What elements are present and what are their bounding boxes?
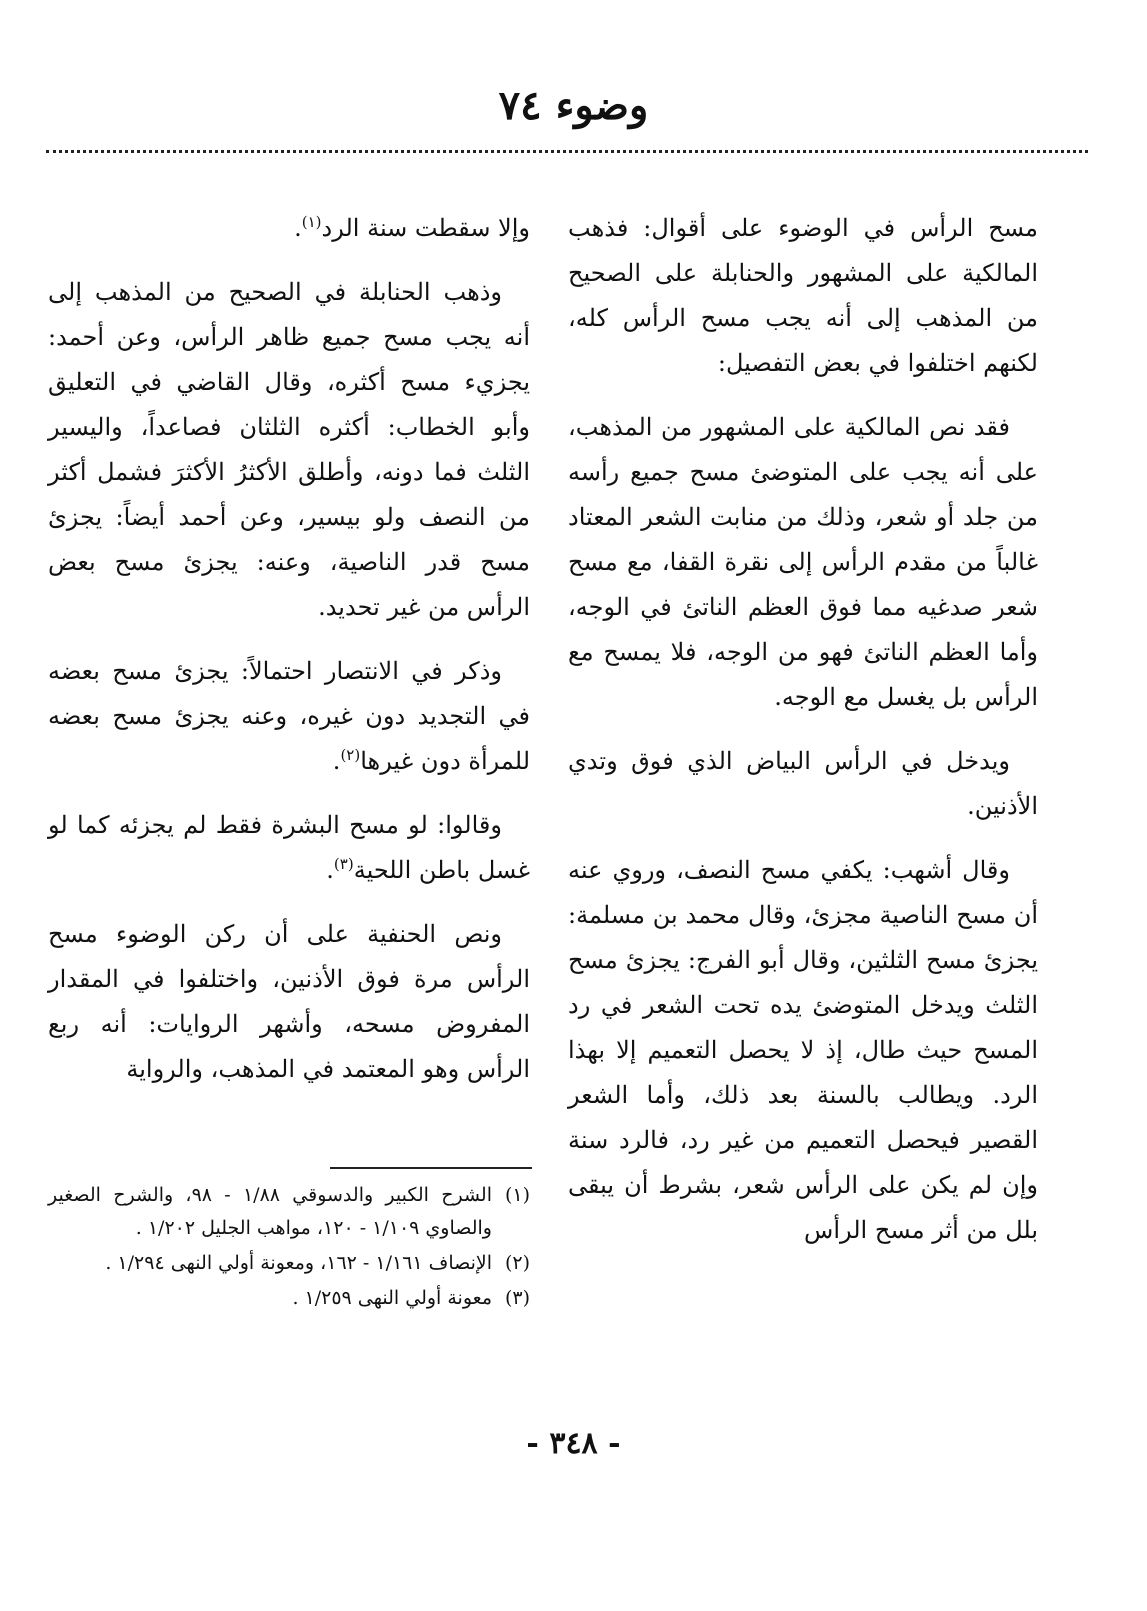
- footnote-text: معونة أولي النهى ١/٢٥٩ .: [292, 1287, 492, 1309]
- paragraph: وإلا سقطت سنة الرد$^{(١)}$.: [294, 213, 530, 242]
- footnote-ref: (٢): [340, 746, 361, 764]
- paragraph: وذهب الحنابلة في الصحيح من المذهب إلى أنه يجب مسح جميع ظاهر الرأس، وعن أحمد: يجزيء مسح أكثره، وقال القاضي في التعليق وأبو الخطاب: أكثره الثلثان فصاعداً، واليسير الثلث فما دونه، وأطلق الأكثرُ الأكثرَ فشمل أكثر من النصف ولو بيسير، وعن أحمد أيضاً: يجزئ مسح قدر الناصية، وعنه: يجزئ مسح بعض الرأس من غير تحديد.: [48, 278, 530, 621]
- footnotes: [48, 1179, 530, 1317]
- paragraph: مسح الرأس في الوضوء على أقوال: فذهب المالكية على المشهور والحنابلة على الصحيح من المذهب إلى أنه يجب مسح الرأس كله، لكنهم اختلفوا في بعض التفصيل:: [568, 214, 1038, 377]
- left-column: [48, 206, 530, 1111]
- footnote-ref: (١): [301, 213, 322, 231]
- footnote: [48, 1179, 530, 1245]
- page-title: وضوء ٧٤: [498, 82, 649, 129]
- right-column: [568, 206, 1038, 1272]
- footnote-divider: [330, 1167, 532, 1169]
- footnote-number: (٢): [504, 1252, 530, 1274]
- footnote-text: الشرح الكبير والدسوقي ١/٨٨ - ٩٨، والشرح الصغير والصاوي ١/١٠٩ - ١٢٠، مواهب الجليل ١/٢٠٢ .: [48, 1184, 492, 1239]
- footnote-number: (٣): [504, 1287, 530, 1309]
- paragraph: وقالوا: لو مسح البشرة فقط لم يجزئه كما لو غسل باطن اللحية$^{(٣)}$.: [48, 811, 530, 884]
- paragraph: وذكر في الانتصار احتمالاً: يجزئ مسح بعضه في التجديد دون غيره، وعنه يجزئ مسح بعضه للمرأة دون غيرها$^{(٢)}$.: [48, 657, 530, 775]
- paragraph: ويدخل في الرأس البياض الذي فوق وتدي الأذنين.: [568, 747, 1038, 820]
- footnote-number: (١): [504, 1184, 530, 1206]
- footnote-ref: (٣): [333, 855, 354, 873]
- paragraph: فقد نص المالكية على المشهور من المذهب، على أنه يجب على المتوضئ مسح جميع رأسه من جلد أو شعر، وذلك من منابت الشعر المعتاد غالباً من مقدم الرأس إلى نقرة القفا، مع مسح شعر صدغيه مما فوق العظم الناتئ في الوجه، وأما العظم الناتئ فهو من الوجه، فلا يمسح مع الرأس بل يغسل مع الوجه.: [568, 413, 1038, 711]
- paragraph: ونص الحنفية على أن ركن الوضوء مسح الرأس مرة فوق الأذنين، واختلفوا في المقدار المفروض مسحه، وأشهر الروايات: أنه ربع الرأس وهو المعتمد في المذهب، والرواية: [48, 920, 530, 1083]
- page-number: - ٣٤٨ -: [526, 1426, 621, 1461]
- footnote-text: الإنصاف ١/١٦١ - ١٦٢، ومعونة أولي النهى ١/٢٩٤ .: [105, 1252, 492, 1274]
- paragraph: وقال أشهب: يكفي مسح النصف، وروي عنه أن مسح الناصية مجزئ، وقال محمد بن مسلمة: يجزئ مسح الثلثين، وقال أبو الفرج: يجزئ مسح الثلث ويدخل المتوضئ يده تحت الشعر في رد المسح حيث طال، إذ لا يحصل التعميم إلا بهذا الرد. ويطالب بالسنة بعد ذلك، وأما الشعر القصير فيحصل التعميم من غير رد، فالرد سنة وإن لم يكن على الرأس شعر، بشرط أن يبقى بلل من أثر مسح الرأس: [568, 856, 1038, 1244]
- header-divider: [46, 150, 1088, 153]
- footnote: [48, 1282, 530, 1315]
- footnote: [48, 1247, 530, 1280]
